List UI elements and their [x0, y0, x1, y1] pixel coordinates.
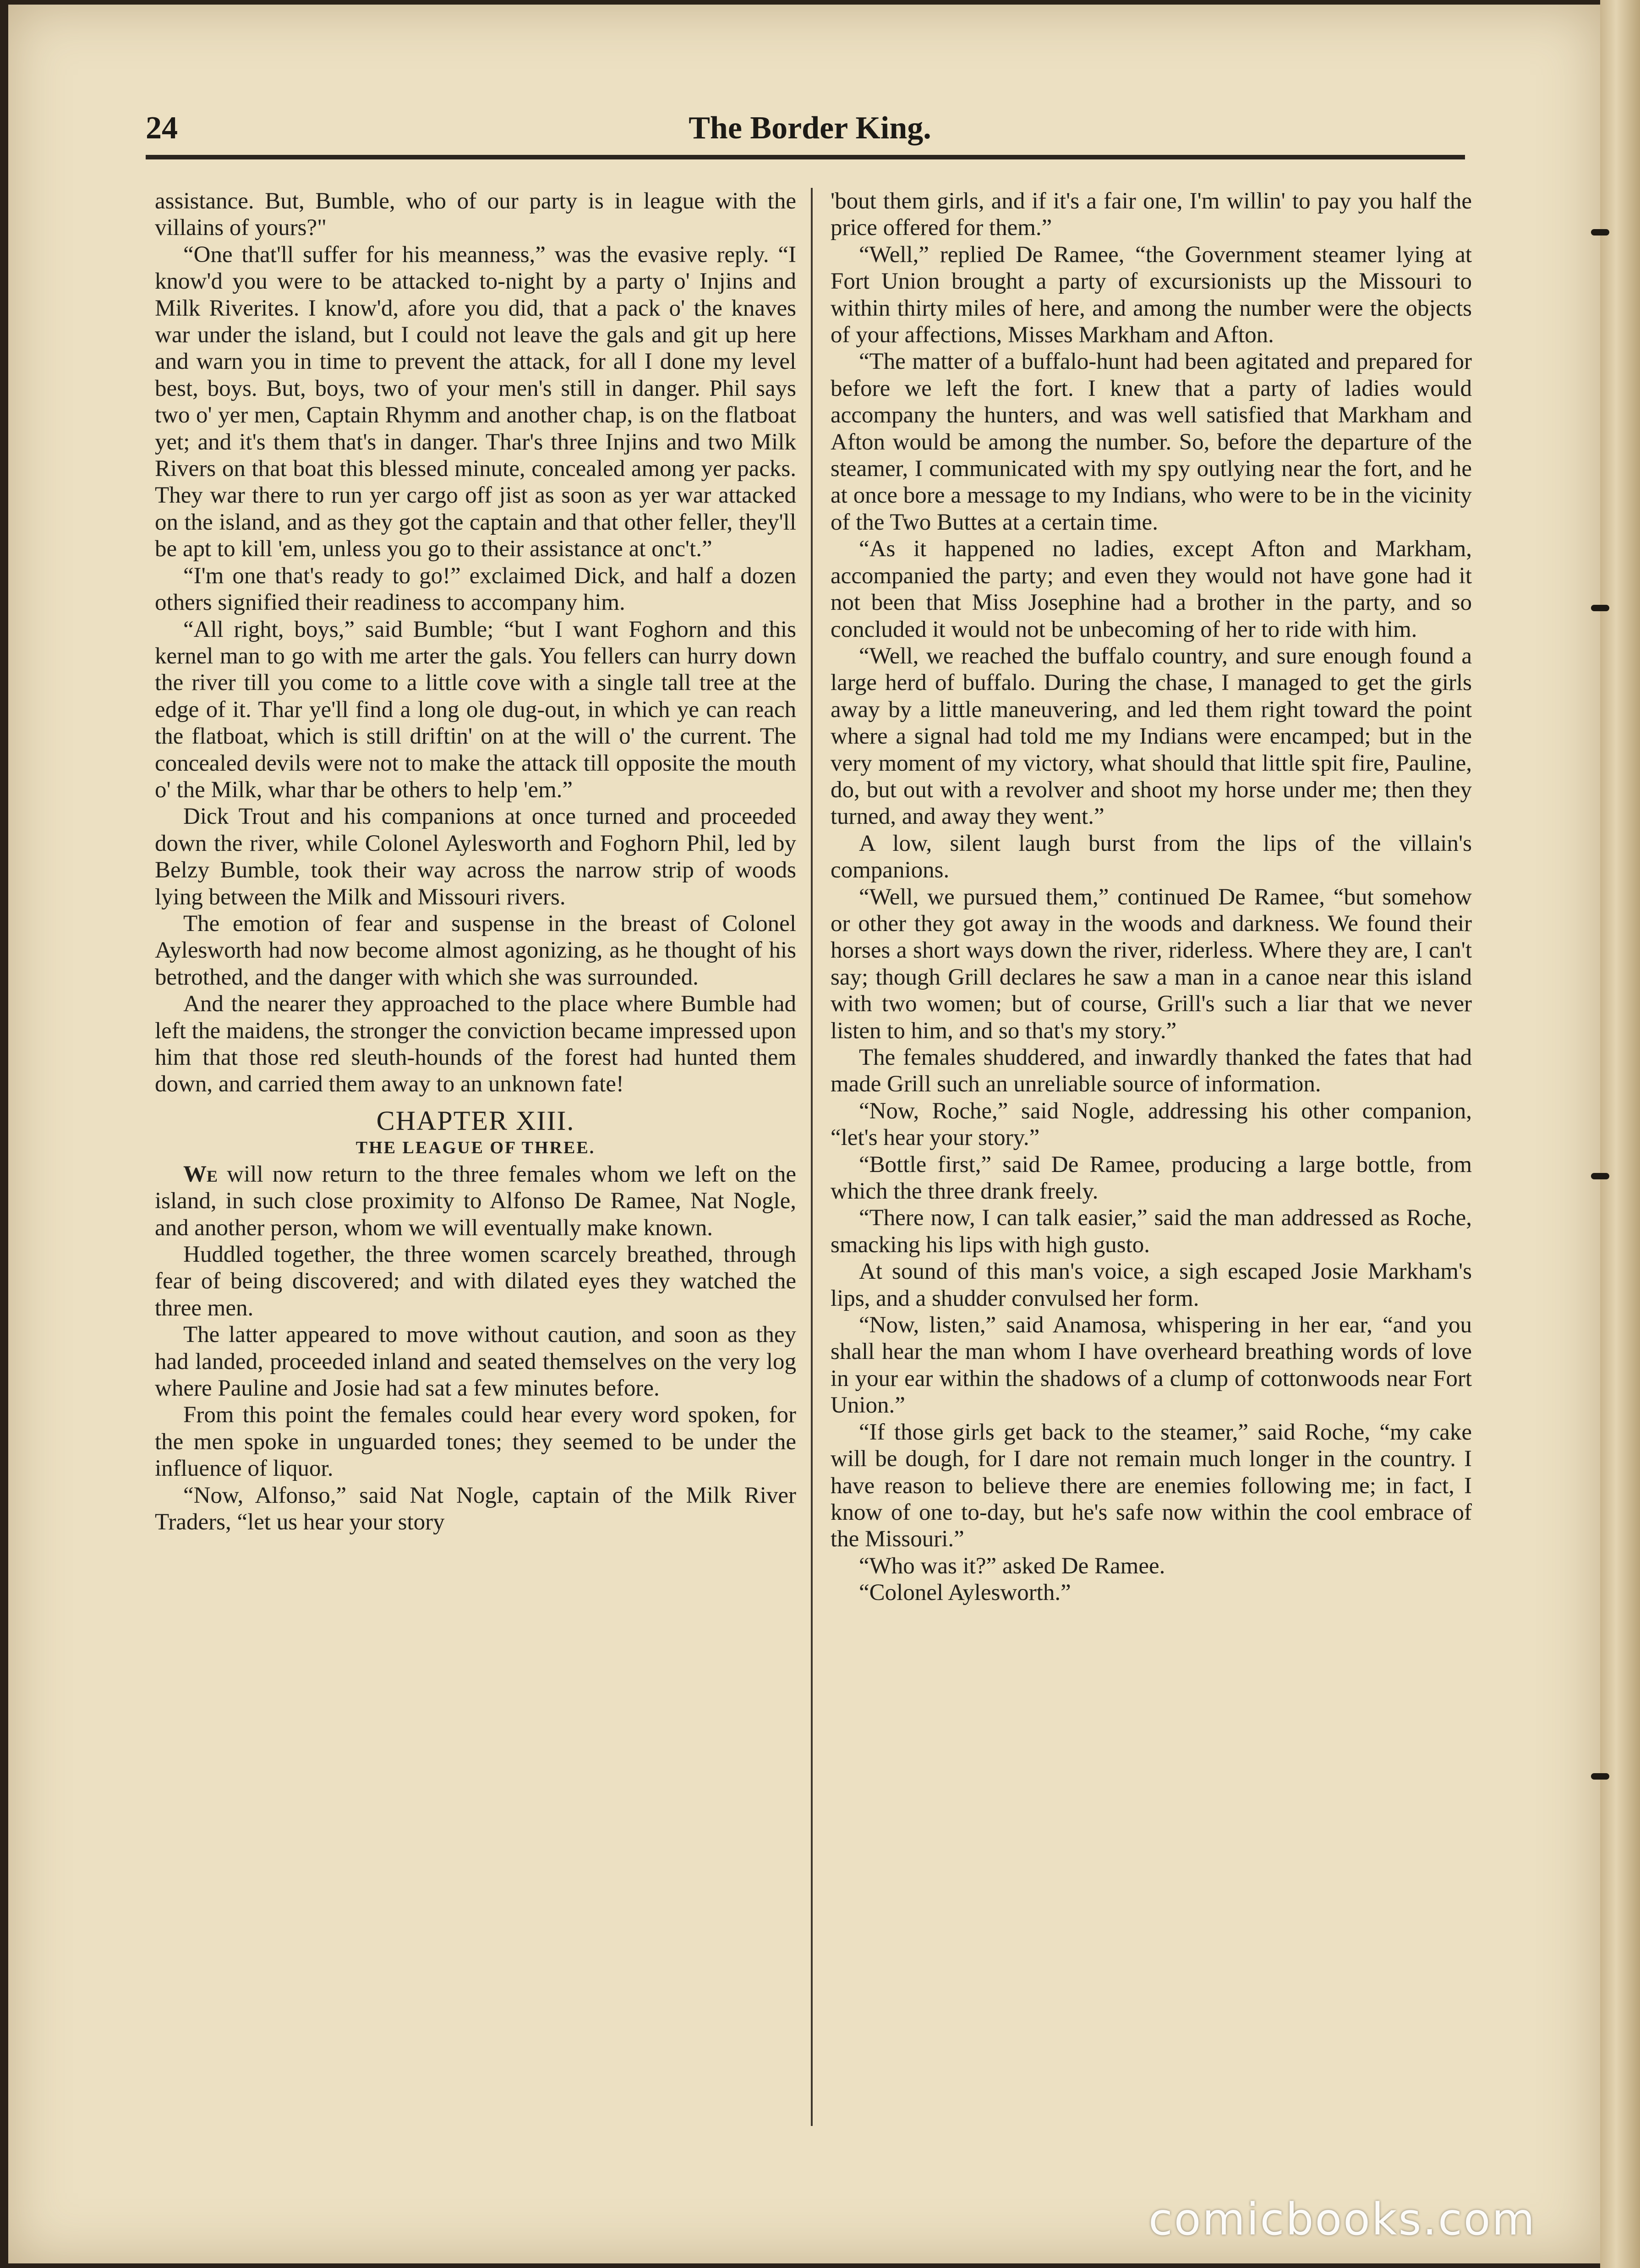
binding-staple-mark — [1591, 1773, 1609, 1780]
right-column — [831, 188, 1472, 1606]
right-paragraph: “Well, we reached the buffalo country, and sure enough found a large herd of buffalo. During the chase, I managed to get the girls away by a little maneuvering, and led them right toward the point where a signal had told me my Indians were encamped; but in the very moment of my victory, what should that little spit fire, Pauline, do, but out with a revolver and shoot my horse under me; then they turned, and away they went.” — [831, 643, 1472, 830]
chapter-subtitle: THE LEAGUE OF THREE. — [355, 1138, 596, 1157]
right-paragraph: “Now, Roche,” said Nogle, addressing his other companion, “let's hear your story.” — [831, 1098, 1472, 1151]
binding-staple-mark — [1591, 605, 1609, 611]
page-header — [146, 110, 1474, 160]
left-paragraph: The latter appeared to move without caution, and soon as they had landed, proceeded inland and seated themselves on the very log where Pauline and Josie had sat a few minutes before. — [155, 1322, 796, 1402]
right-paragraph: “If those girls get back to the steamer,” said Roche, “my cake will be dough, for I dare not remain much longer in the country. I have reason to believe there are enemies following me; in fact, I know of one to-day, but he's safe now within the cool embrace of the Missouri.” — [831, 1419, 1472, 1552]
right-paragraph: 'bout them girls, and if it's a fair one, I'm willin' to pay you half the price offered for them.” — [831, 188, 1472, 241]
right-paragraph: “Well,” replied De Ramee, “the Government steamer lying at Fort Union brought a party of excursionists up the Missouri to within thirty miles of here, and among the number were the objects of your affections, Misses Markham and Afton. — [831, 241, 1472, 348]
right-paragraph: The females shuddered, and inwardly thanked the fates that had made Grill such an unreliable source of information. — [831, 1045, 1472, 1097]
journal-title: The Border King. — [689, 110, 931, 146]
column-divider — [811, 188, 813, 2126]
right-paragraph: “There now, I can talk easier,” said the man addressed as Roche, smacking his lips with high gusto. — [831, 1205, 1472, 1258]
magazine-page — [8, 5, 1600, 2263]
left-column — [155, 188, 796, 1536]
chapter-first-paragraph-text: will now return to the three females whom we left on the island, in such close proximity to Alfonso De Ramee, Nat Nogle, and another person, whom we will eventually make known. — [155, 1161, 796, 1241]
binding-staple-mark — [1591, 1173, 1609, 1179]
binding-spine — [1600, 0, 1640, 2268]
right-paragraph: “As it happened no ladies, except Afton and Markham, accompanied the party; and even they would not have gone had it not been that Miss Josephine had a brother in the party, and so concluded it would not be unbecoming of her to ride with him. — [831, 536, 1472, 642]
right-paragraph: “Now, listen,” said Anamosa, whispering in her ear, “and you shall hear the man whom I have overheard breathing words of love in your ear within the shadows of a clump of cottonwoods near Fort Union.” — [831, 1312, 1472, 1419]
left-paragraph: “All right, boys,” said Bumble; “but I want Foghorn and this kernel man to go with me arter the gals. You fellers can hurry down the river till you come to a little cove with a single tall tree at the edge of it. Thar ye'll find a long ole dug-out, in which ye can reach the flatboat, which is still driftin' on at the will o' the current. The concealed devils were not to make the attack till opposite the mouth o' the Milk, whar thar be others to help 'em.” — [155, 616, 796, 803]
right-paragraph: “Bottle first,” said De Ramee, producing a large bottle, from which the three drank freely. — [831, 1151, 1472, 1205]
left-paragraph: “One that'll suffer for his meanness,” was the evasive reply. “I know'd you were to be attacked to-night by a party o' Injins and Milk Riverites. I know'd, afore you did, that a pack o' the knaves war under the island, but I could not leave the gals and git up here and warn you in time to prevent the attack, for all I done my level best, boys. But, boys, two of your men's still in danger. Phil says two o' yer men, Captain Rhymm and another chap, is on the flatboat yet; and it's them that's in danger. Thar's three Injins and two Milk Rivers on that boat this blessed minute, concealed among yer packs. They war there to run yer cargo off jist as soon as yer war attacked on the island, and as they got the captain and that other feller, they'll be apt to kill 'em, unless you go to their assistance at onc't.” — [155, 241, 796, 562]
left-paragraph: From this point the females could hear every word spoken, for the men spoke in unguarded tones; they seemed to be under the influence of liquor. — [155, 1402, 796, 1482]
chapter-lead-word: We — [183, 1161, 218, 1187]
page-number: 24 — [146, 110, 178, 146]
binding-staple-mark — [1591, 229, 1609, 236]
chapter-first-paragraph — [155, 1161, 796, 1241]
left-paragraph: Dick Trout and his companions at once turned and proceeded down the river, while Colonel Aylesworth and Foghorn Phil, led by Belzy Bumble, took their way across the narrow strip of woods lying between the Milk and Missouri rivers. — [155, 804, 796, 910]
right-paragraph: “The matter of a buffalo-hunt had been agitated and prepared for before we left the fort. I knew that a party of ladies would accompany the hunters, and was well satisfied that Markham and Afton would be among the number. So, before the departure of the steamer, I communicated with my spy outlying near the fort, and he at once bore a message to my Indians, who were to be in the vicinity of the Two Buttes at a certain time. — [831, 349, 1472, 535]
left-paragraph: assistance. But, Bumble, who of our party is in league with the villains of yours?" — [155, 188, 796, 241]
site-watermark: comicbooks.com — [1148, 2194, 1536, 2245]
left-paragraph: The emotion of fear and suspense in the breast of Colonel Aylesworth had now become almost agonizing, as he thought of his betrothed, and the danger with which she was surrounded. — [155, 910, 796, 990]
left-paragraph: “I'm one that's ready to go!” exclaimed Dick, and half a dozen others signified their readiness to accompany him. — [155, 563, 796, 616]
right-paragraph: At sound of this man's voice, a sigh escaped Josie Markham's lips, and a shudder convulsed her form. — [831, 1259, 1472, 1311]
right-paragraph: “Who was it?” asked De Ramee. — [859, 1553, 1165, 1579]
right-paragraph: “Well, we pursued them,” continued De Ramee, “but somehow or other they got away in the woods and darkness. We found their horses a short ways down the river, riderless. Where they are, I can't say; though Grill declares he saw a man in a canoe near this island with two women; but of course, Grill's such a liar that we never listen to him, and so that's my story.” — [831, 884, 1472, 1044]
left-paragraph: Huddled together, the three women scarcely breathed, through fear of being discovered; and with dilated eyes they watched the three men. — [155, 1242, 796, 1321]
left-paragraph: And the nearer they approached to the place where Bumble had left the maidens, the stronger the conviction became impressed upon him that those red sleuth-hounds of the forest had hunted them down, and carried them away to an unknown fate! — [155, 991, 796, 1097]
right-paragraph: “Colonel Aylesworth.” — [859, 1580, 1071, 1606]
chapter-title: CHAPTER XIII. — [376, 1105, 575, 1136]
header-rule — [146, 155, 1465, 159]
right-paragraph: A low, silent laugh burst from the lips of the villain's companions. — [831, 830, 1472, 883]
left-paragraph: “Now, Alfonso,” said Nat Nogle, captain of the Milk River Traders, “let us hear your story — [155, 1482, 796, 1535]
